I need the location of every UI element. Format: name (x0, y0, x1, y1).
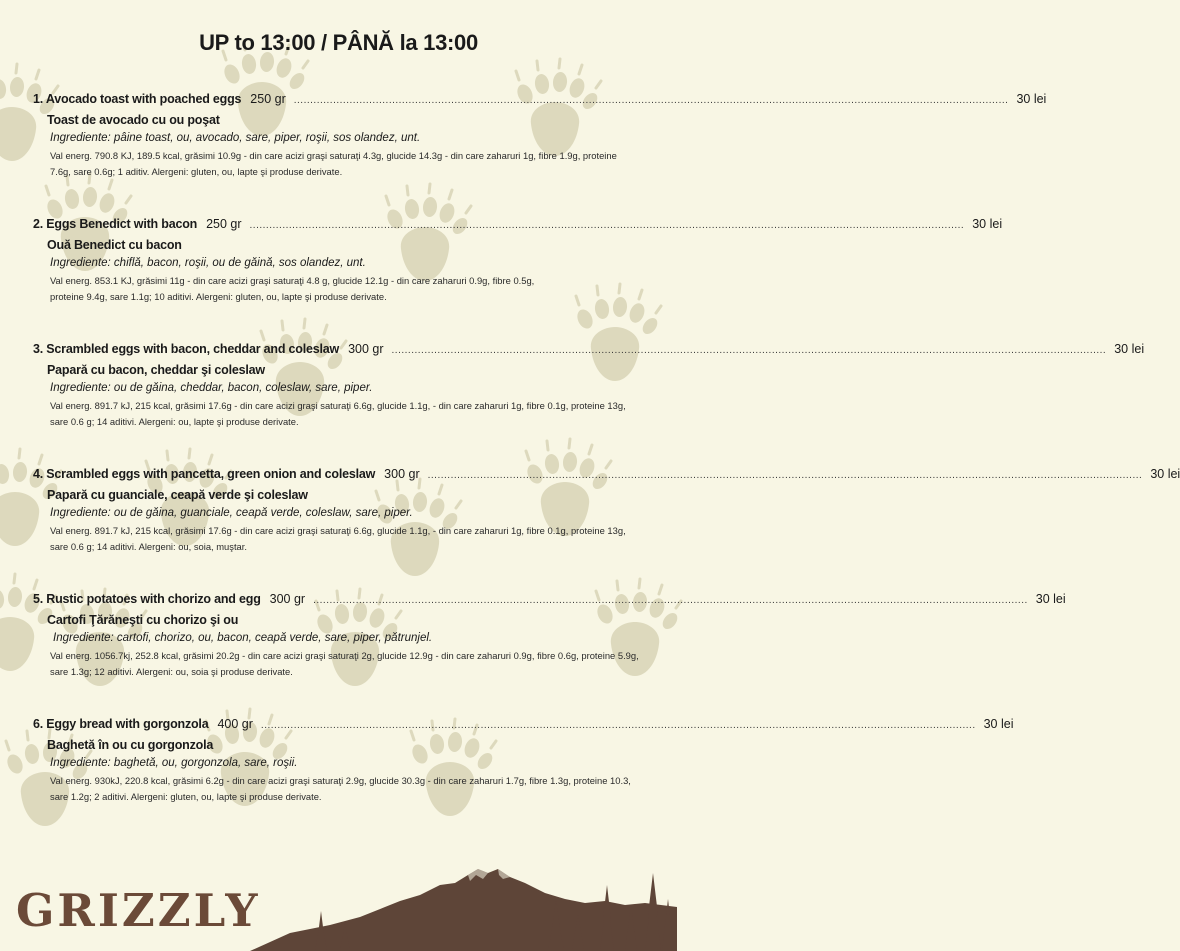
item-nutrition: Val energ. 1056.7kj, 252.8 kcal, grăsimi 20.2g - din care acizi graşi saturaţi 2g, glucide 12.9g - din care zaharuri 0.9g, fibre 0.6g, proteine 5.9g, sare 1.3g; 12 aditivi. Alergeni: ou, soia şi produse derivate. (50, 650, 639, 677)
dot-leader: .......................................................................................................................................................................................................................... (391, 345, 1107, 356)
item-weight: 300 gr (269, 592, 306, 606)
item-weight: 300 gr (348, 342, 384, 356)
item-name-ro: Papară cu bacon, cheddar şi coleslaw (47, 363, 265, 377)
grizzly-logo: GRIZZLY (16, 884, 261, 937)
item-nutrition: Val energ. 930kJ, 220.8 kcal, grăsimi 6.2g - din care acizi graşi saturaţi 2.9g, glucide 30.3g - din care zaharuri 1.7g, fibre 1.3g, proteine 10.3, sare 1.2g; 2 aditivi. Alergeni: gluten, ou, lapte şi produse derivate. (50, 775, 631, 802)
item-name-ro: Ouă Benedict cu bacon (47, 238, 182, 252)
dot-leader: .......................................................................................................................................................................................................................... (427, 470, 1143, 481)
item-weight: 400 gr (217, 717, 253, 731)
dot-leader: .......................................................................................................................................................................................................................... (249, 220, 965, 231)
dot-leader: .......................................................................................................................................................................................................................... (313, 595, 1028, 606)
item-name: 1. Avocado toast with poached eggs (33, 92, 242, 106)
mountain-range-icon (250, 869, 677, 951)
item-name: 4. Scrambled eggs with pancetta, green onion and coleslaw (33, 467, 376, 481)
menu-item (33, 217, 1003, 304)
item-name-ro: Baghetă în ou cu gorgonzola (47, 738, 214, 752)
item-ingredients: Ingrediente: chiflă, bacon, roşii, ou de găină, sos olandez, unt. (50, 257, 366, 269)
item-ingredients: Ingrediente: cartofi, chorizo, ou, bacon, ceapă verde, sare, piper, pătrunjel. (53, 632, 433, 644)
dot-leader: .......................................................................................................................................................................................................................... (260, 720, 976, 731)
menu-item (33, 592, 1066, 679)
item-name: 5. Rustic potatoes with chorizo and egg (33, 592, 261, 606)
item-price: 30 lei (1035, 592, 1066, 606)
item-nutrition: Val energ. 891.7 kJ, 215 kcal, grăsimi 17.6g - din care acizi graşi saturaţi 6.6g, glucide 1.1g, - din care zaharuri 1g, fibre 0.1g, proteine 13g, sare 0.6 g; 14 aditivi. Alergeni: ou, lapte şi produse derivate. (50, 400, 626, 427)
menu-title: UP to 13:00 / PÂNĂ la 13:00 (199, 30, 478, 55)
item-price: 30 lei (972, 217, 1003, 231)
item-price: 30 lei (1114, 342, 1145, 356)
item-price: 30 lei (1150, 467, 1180, 481)
item-ingredients: Ingrediente: ou de găina, guanciale, ceapă verde, coleslaw, sare, piper. (50, 507, 413, 519)
item-nutrition: Val energ. 853.1 KJ, grăsimi 11g - din care acizi graşi saturaţi 4.8 g, glucide 12.1g - din care zaharuri 0.9g, fibre 0.5g, proteine 9.4g, sare 1.1g; 10 aditivi. Alergeni: gluten, ou, lapte şi produse derivate. (50, 275, 535, 302)
menu-item (33, 467, 1180, 554)
item-nutrition: Val energ. 790.8 KJ, 189.5 kcal, grăsimi 10.9g - din care acizi graşi saturaţi 4.3g, glucide 14.3g - din care zaharuri 1g, fibre 1.9g, proteine 7.6g, sare 0.6g; 1 aditiv. Alergeni: gluten, ou, lapte şi produse derivate. (50, 150, 617, 177)
dot-leader: .......................................................................................................................................................................................................................... (293, 95, 1009, 106)
item-name: 3. Scrambled eggs with bacon, cheddar and coleslaw (33, 342, 340, 356)
item-ingredients: Ingrediente: pâine toast, ou, avocado, sare, piper, roşii, sos olandez, unt. (50, 132, 421, 144)
menu-item (33, 92, 1047, 179)
item-name-ro: Toast de avocado cu ou poşat (47, 113, 220, 127)
item-weight: 300 gr (384, 467, 420, 481)
item-name-ro: Cartofi Ţărăneşti cu chorizo şi ou (47, 613, 239, 627)
item-price: 30 lei (983, 717, 1014, 731)
menu-item (33, 717, 1014, 804)
item-name: 6. Eggy bread with gorgonzola (33, 717, 209, 731)
menu-item (33, 342, 1145, 429)
item-weight: 250 gr (250, 92, 286, 106)
item-weight: 250 gr (206, 217, 242, 231)
item-ingredients: Ingrediente: ou de găina, cheddar, bacon, coleslaw, sare, piper. (50, 382, 373, 394)
item-nutrition: Val energ. 891.7 kJ, 215 kcal, grăsimi 17.6g - din care acizi graşi saturaţi 6.6g, glucide 1.1g, - din care zaharuri 1g, fibre 0.1g, proteine 13g, sare 0.6 g; 14 aditivi. Alergeni: ou, soia, muştar. (50, 525, 626, 552)
item-ingredients: Ingrediente: baghetă, ou, gorgonzola, sare, roşii. (50, 757, 298, 769)
item-name-ro: Papară cu guanciale, ceapă verde şi coleslaw (47, 488, 308, 502)
item-name: 2. Eggs Benedict with bacon (33, 217, 198, 231)
item-price: 30 lei (1016, 92, 1047, 106)
